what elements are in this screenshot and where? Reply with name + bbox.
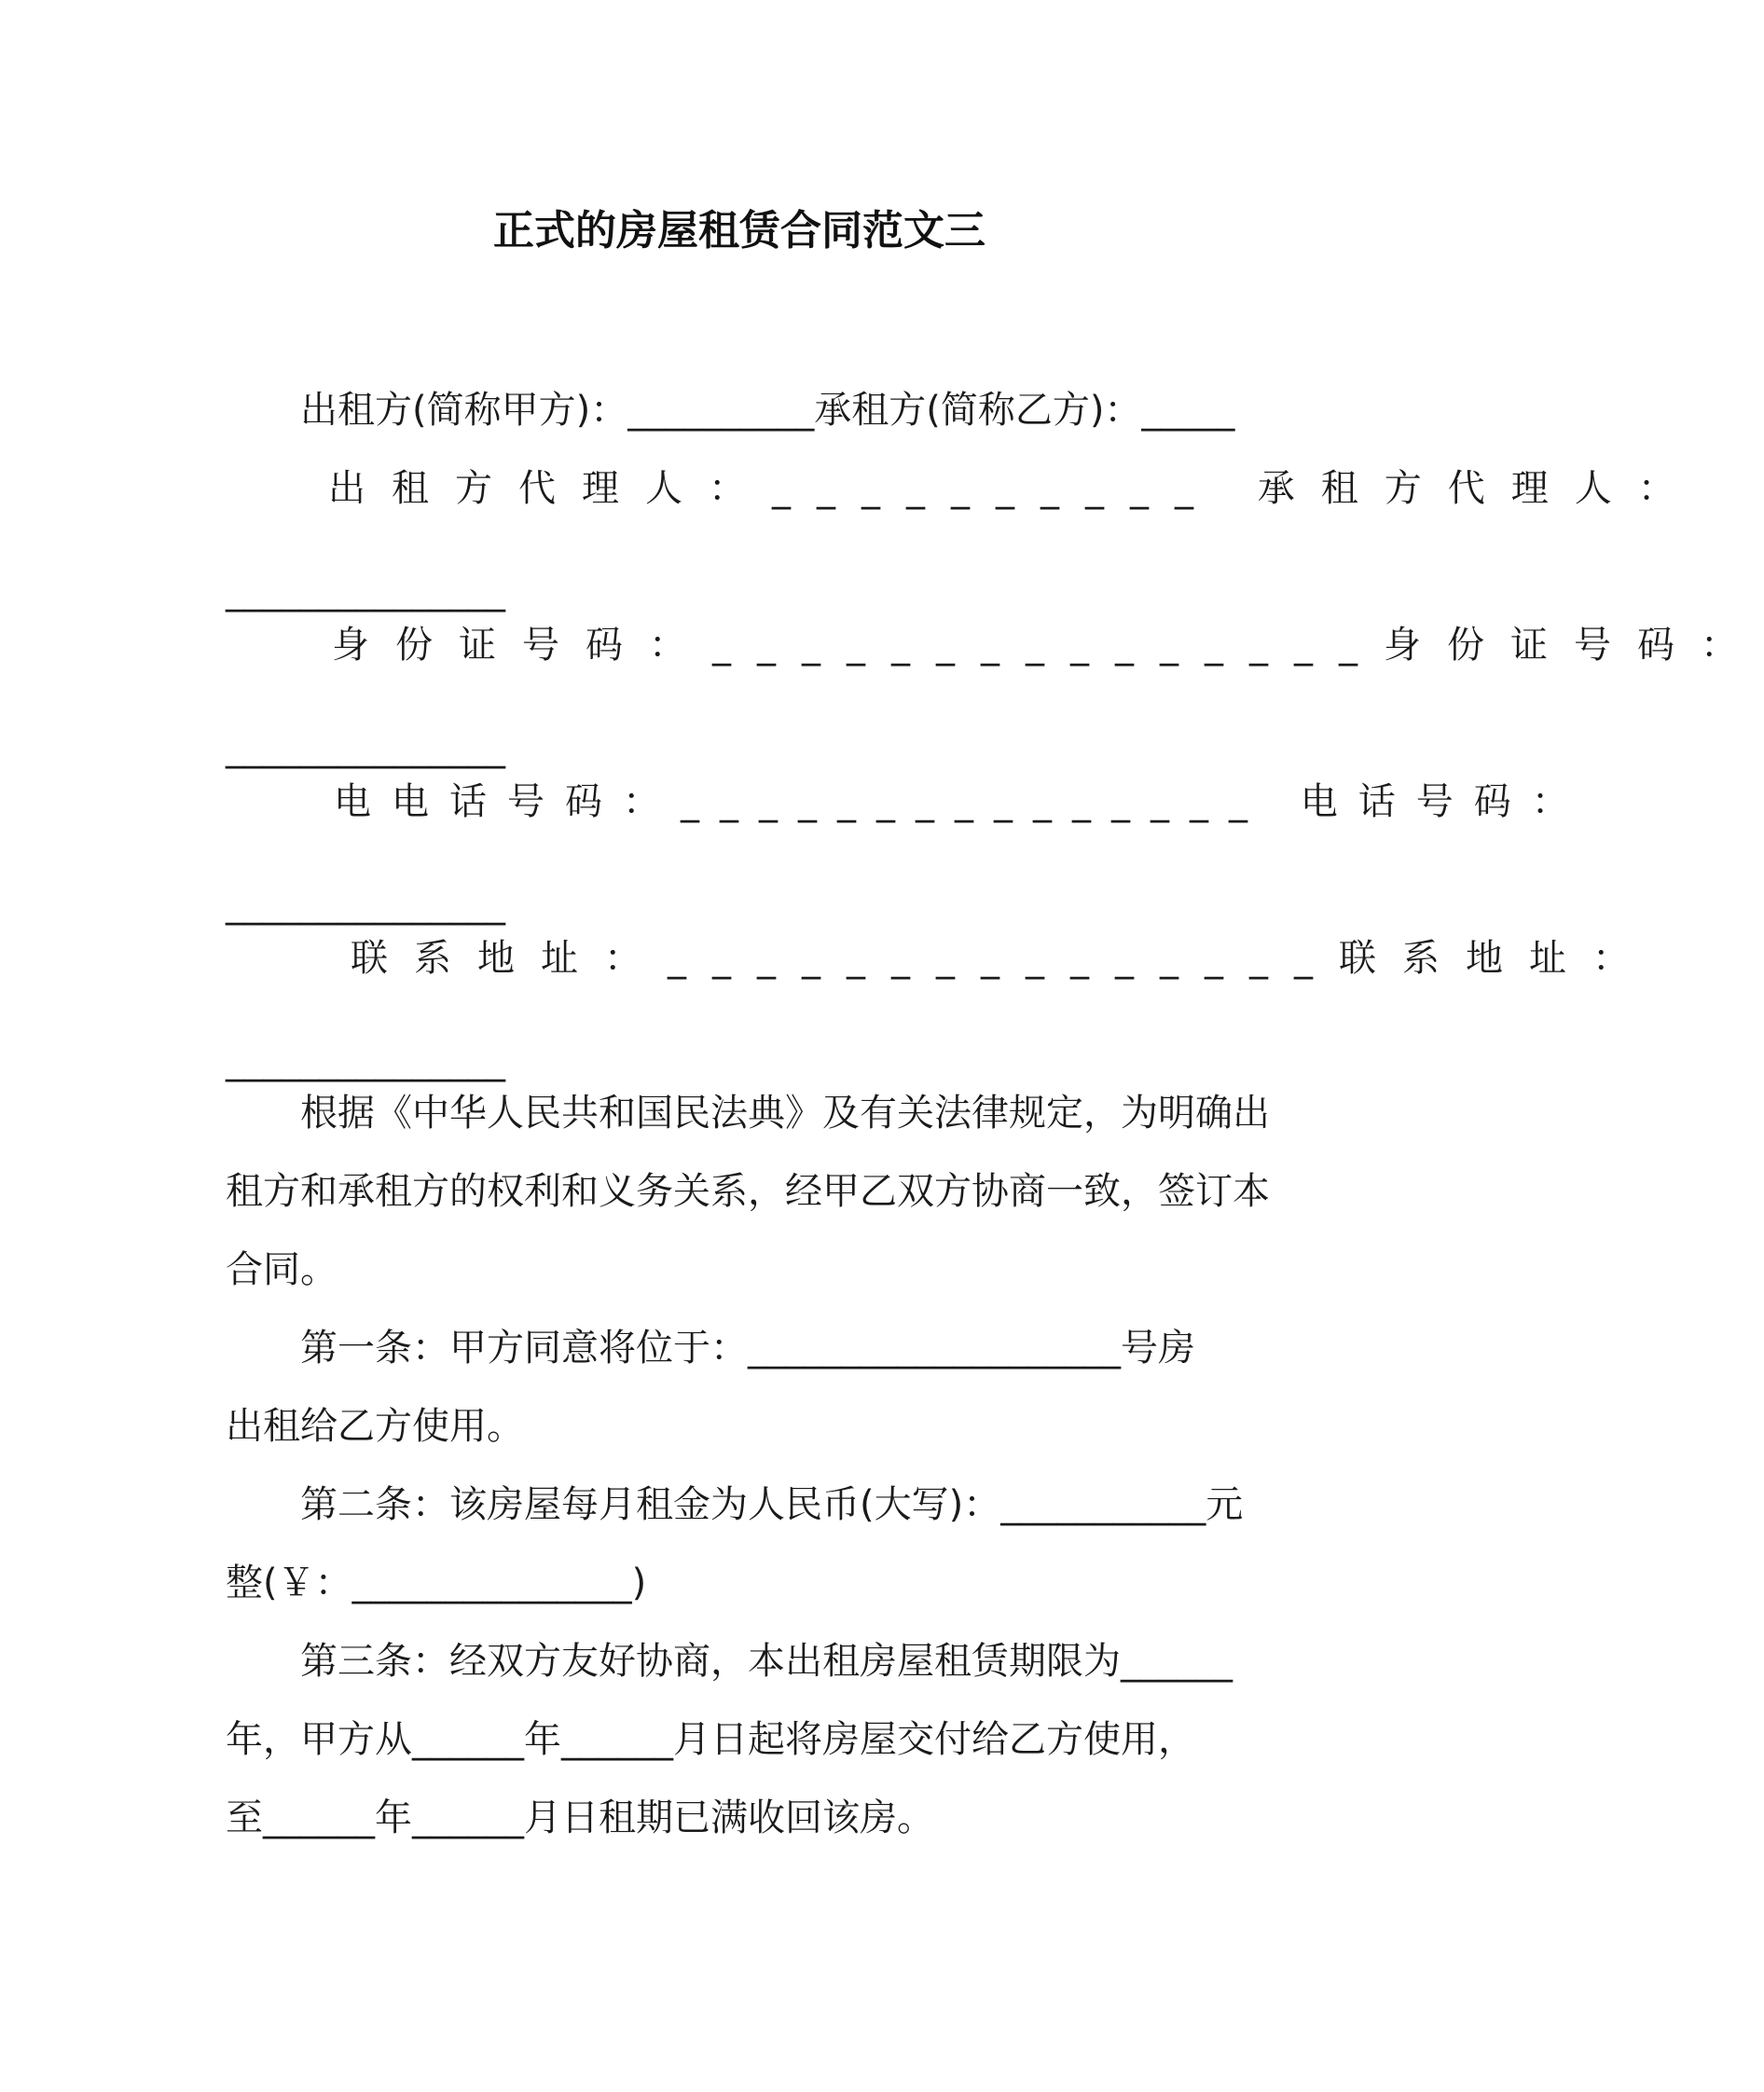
parties-line-1: 出租方(简称甲方)：__________承租方(简称乙方)：_____ xyxy=(300,389,1235,432)
id-number-line: 身份证号码：_______________身份证号码： xyxy=(332,624,1764,667)
article-2-line-1: 第二条：该房屋每月租金为人民币(大写)：___________元 xyxy=(300,1483,1244,1526)
article-1-line-2: 出租给乙方使用。 xyxy=(226,1405,524,1448)
preamble-line-1: 根据《中华人民共和国民法典》及有关法律规定，为明确出 xyxy=(300,1092,1270,1135)
agent-line: 出租方代理人：__________ 承租方代理人： xyxy=(328,467,1702,510)
preamble-line-2: 租方和承租方的权利和义务关系，经甲乙双方协商一致，签订本 xyxy=(226,1170,1270,1213)
article-1-line-1: 第一条：甲方同意将位于：____________________号房 xyxy=(300,1327,1195,1369)
phone-line-continuation: _______________ xyxy=(226,883,505,926)
article-3-line-3: 至______年______月日租期已满收回该房。 xyxy=(226,1796,934,1839)
article-2-line-2: 整(￥：_______________) xyxy=(226,1562,647,1604)
article-3-line-1: 第三条：经双方友好协商，本出租房屋租赁期限为______ xyxy=(300,1640,1233,1683)
preamble-line-3: 合同。 xyxy=(226,1248,338,1291)
phone-line: 电电话号码：_______________ 电话号码： xyxy=(334,780,1590,823)
address-line-continuation: _______________ xyxy=(226,1039,505,1082)
address-line: 联系地址：_______________联系地址： xyxy=(351,937,1656,980)
agent-line-continuation: _______________ xyxy=(226,570,505,612)
document-title: 正式的房屋租赁合同范文三 xyxy=(493,207,985,255)
article-3-line-2: 年，甲方从______年______月日起将房屋交付给乙方使用， xyxy=(226,1718,1195,1761)
id-number-line-continuation: _______________ xyxy=(226,726,505,769)
